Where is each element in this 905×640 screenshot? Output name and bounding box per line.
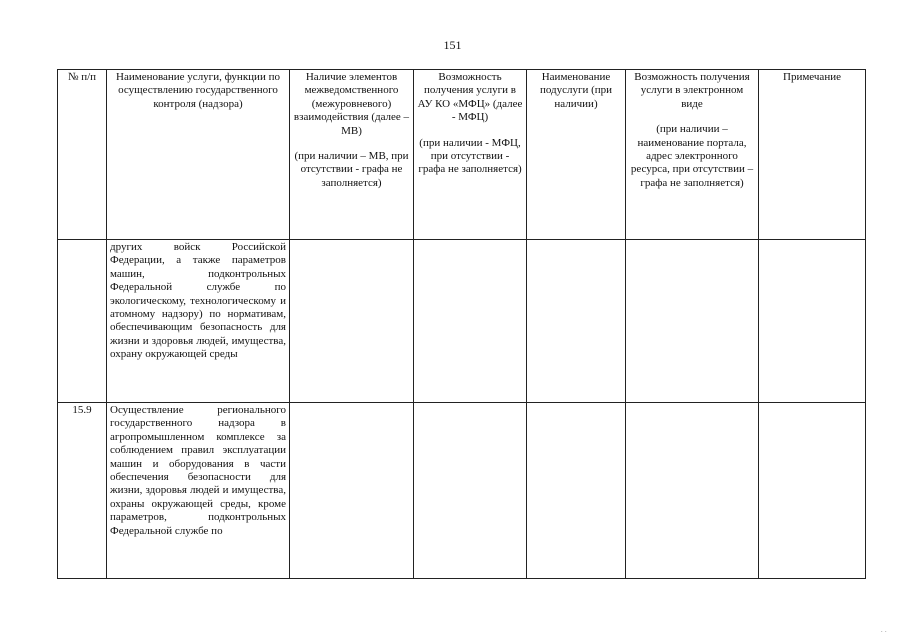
cell-mv (290, 403, 414, 579)
cell-note (759, 403, 866, 579)
header-col-service-name (107, 70, 290, 240)
header-main: Примечание (783, 71, 841, 83)
cell-subservice (527, 240, 626, 403)
table-row (58, 403, 866, 579)
page-number: 151 (443, 38, 462, 52)
cell-mfc (414, 403, 527, 579)
cell-mv (290, 240, 414, 403)
header-main: Возможность получения услуги в электронном виде (634, 71, 750, 110)
cell-mfc (414, 240, 527, 403)
header-main: № п/п (67, 71, 97, 83)
service-name-text: других войск Российской Федерации, а также параметров машин, подконтрольных Федеральной службе по экологическому, технологическому и атомному надзору) по нормативам, обеспечивающим безопасность для жизни и здоровья людей, имущества, охрану окружающей среды (110, 241, 286, 361)
cell-electronic (626, 240, 759, 403)
services-table (57, 69, 866, 579)
header-sub: (при наличии - МФЦ, при отсутствии - графа не заполняется) (418, 136, 522, 176)
header-col-subservice (527, 70, 626, 240)
header-main: Наличие элементов межведомственного (межуровневого) взаимодействия (далее – МВ) (293, 71, 410, 137)
scan-mark: · · (880, 628, 887, 636)
header-sub: (при наличии – наименование портала, адрес электронного ресурса, при отсутствии – графа не заполняется) (630, 123, 754, 189)
cell-note (759, 240, 866, 403)
header-col-mv (290, 70, 414, 240)
header-col-mfc (414, 70, 527, 240)
header-main: Возможность получения услуги в АУ КО «МФЦ» (далее - МФЦ) (417, 71, 523, 124)
cell-service-name (107, 240, 290, 403)
cell-number (58, 240, 107, 403)
cell-number: 15.9 (58, 403, 107, 579)
table-row (58, 240, 866, 403)
service-name-text: Осуществление регионального государственного надзора в агропромышленном комплексе за соблюдением правил эксплуатации машин и оборудования в части обеспечения безопасности для жизни, здоровья людей и имущества, охраны окружающей среды, кроме параметров, подконтрольных Федеральной службе по (110, 404, 286, 537)
cell-electronic (626, 403, 759, 579)
cell-subservice (527, 403, 626, 579)
header-col-number (58, 70, 107, 240)
header-main: Наименование услуги, функции по осуществлению государственного контроля (надзора) (116, 71, 280, 110)
cell-service-name (107, 403, 290, 579)
header-col-electronic (626, 70, 759, 240)
header-main: Наименование подуслуги (при наличии) (539, 71, 613, 110)
header-sub: (при наличии – МВ, при отсутствии - графа не заполняется) (294, 150, 409, 189)
table-header-row (58, 70, 866, 240)
header-col-note (759, 70, 866, 240)
